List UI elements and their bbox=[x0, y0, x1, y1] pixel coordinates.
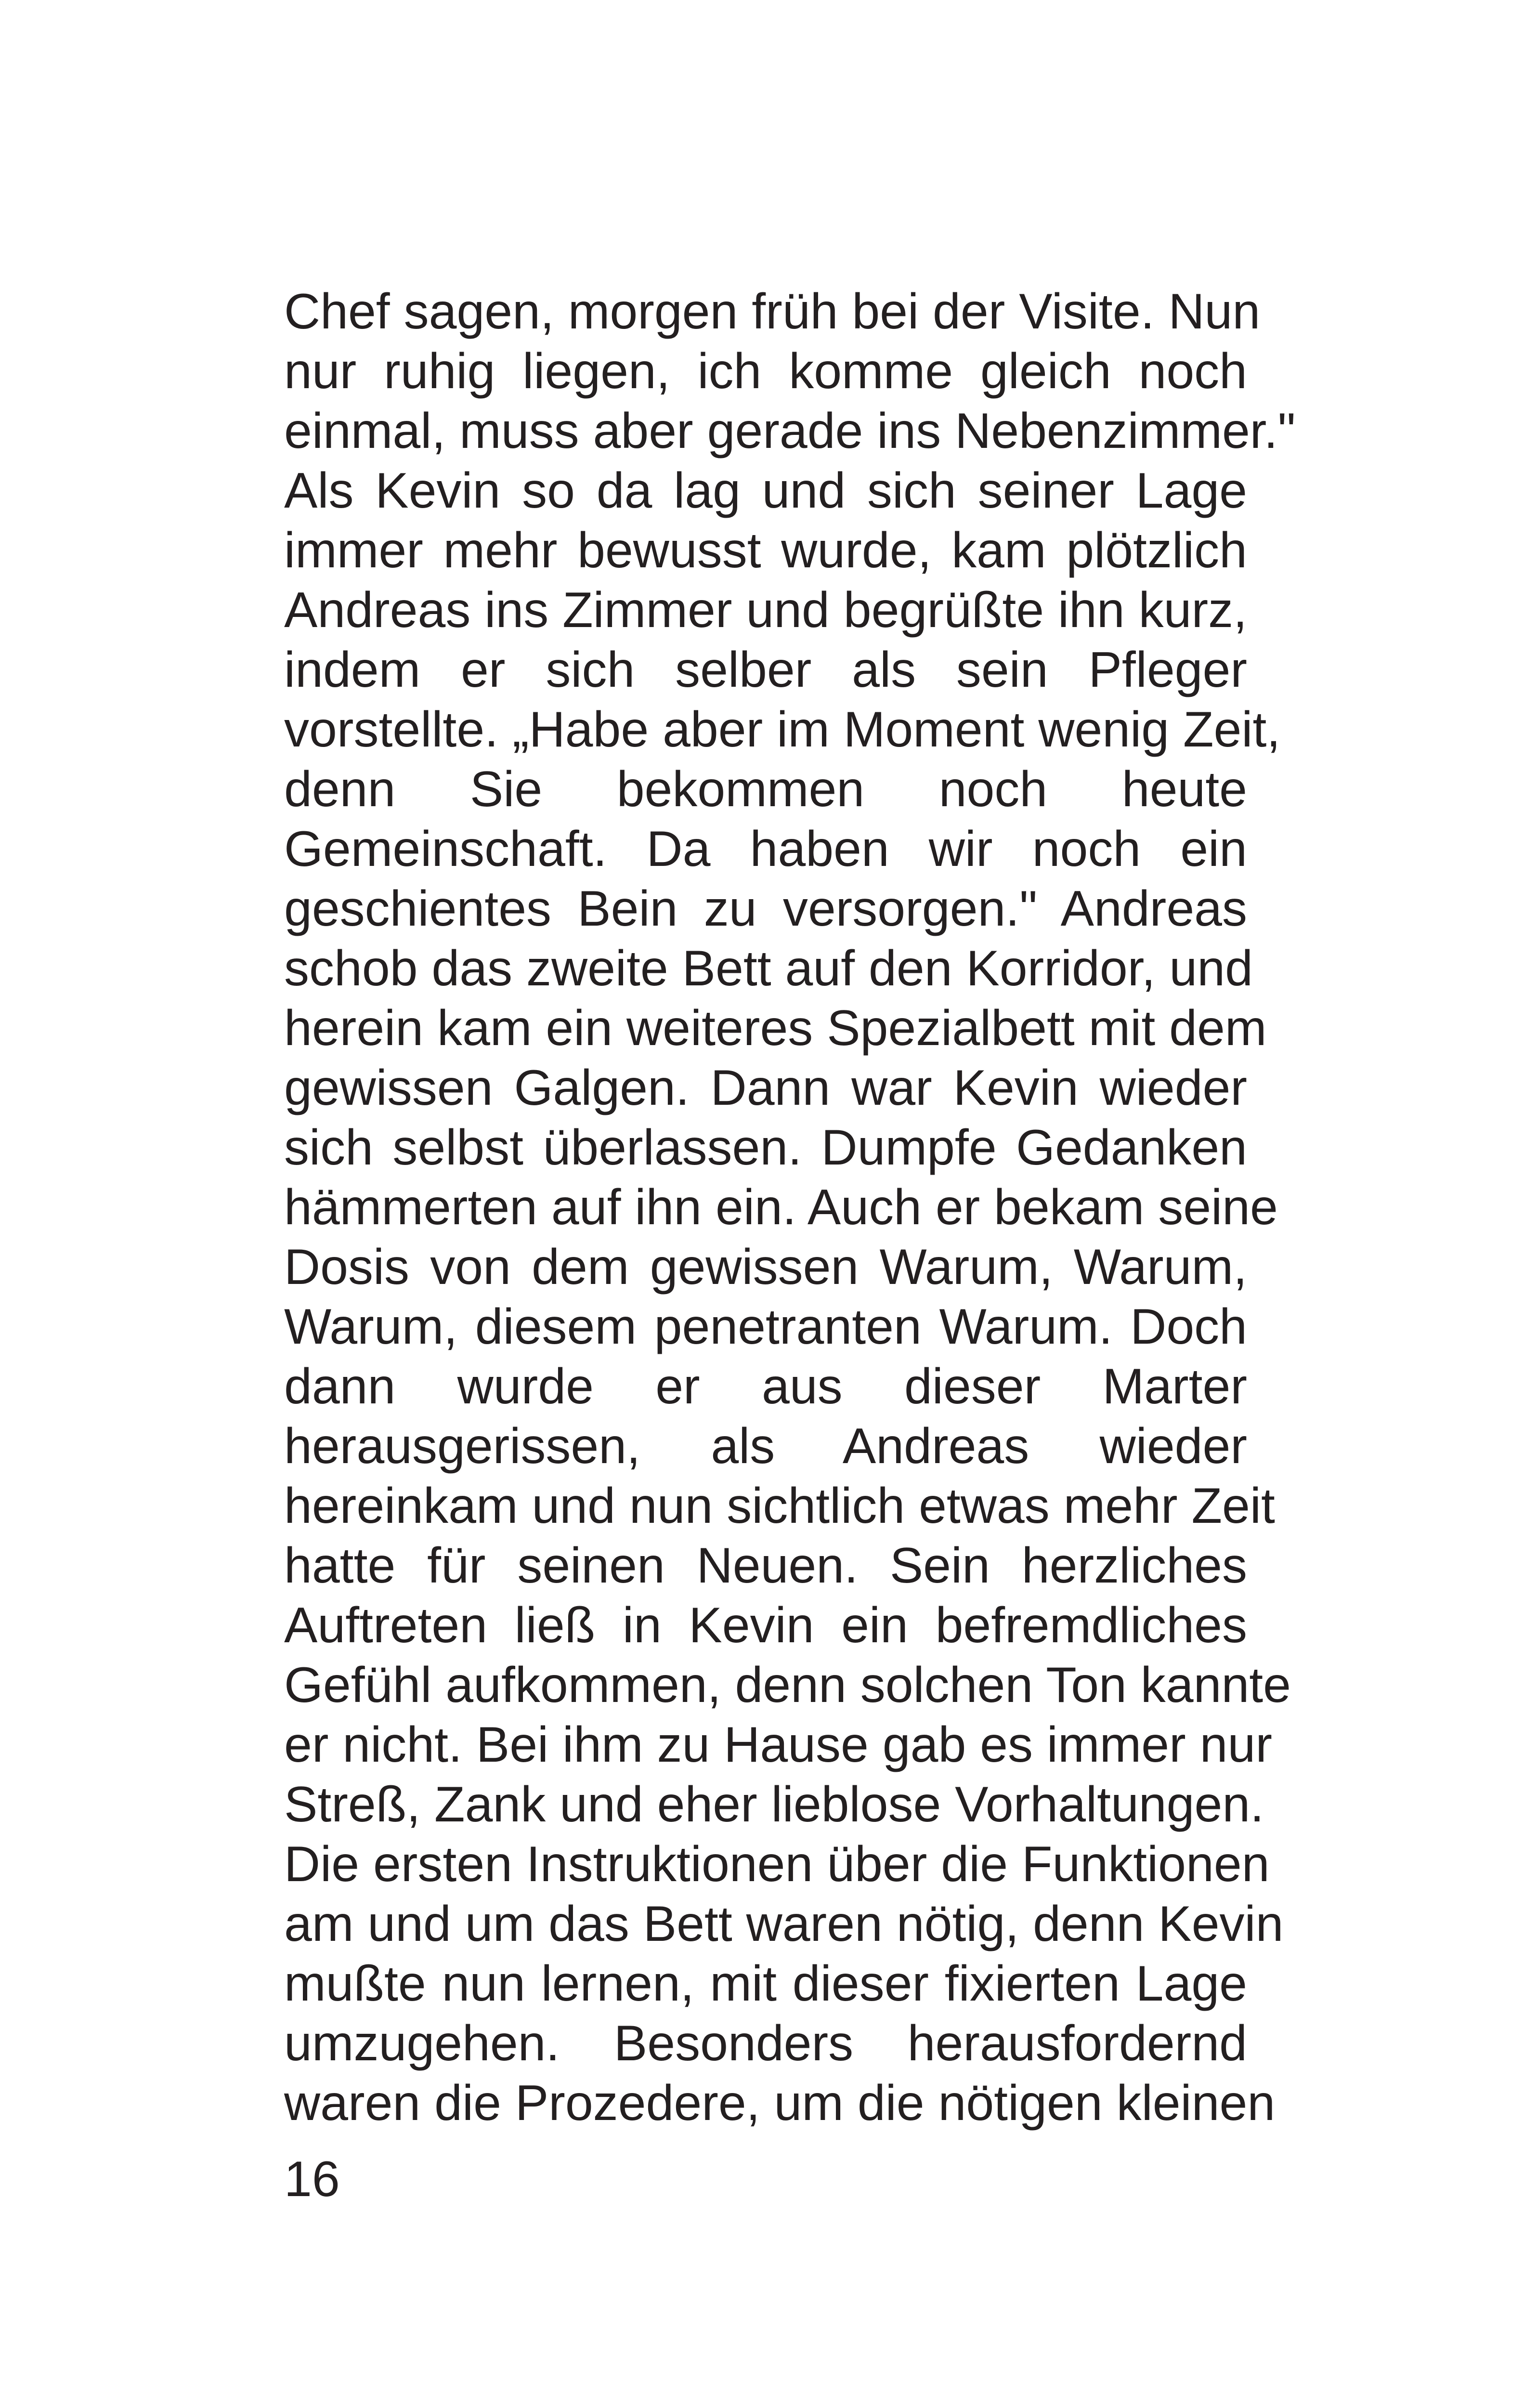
text-line: immer mehr bewusst wurde, kam plötzlich bbox=[284, 523, 1247, 578]
text-line: Gefühl aufkommen, denn solchen Ton kannte bbox=[284, 1657, 1291, 1713]
text-line: Chef sagen, morgen früh bei der Visite. Nun bbox=[284, 284, 1261, 340]
body-text bbox=[284, 282, 1296, 2133]
text-line: Gemeinschaft. Da haben wir noch ein bbox=[284, 821, 1247, 877]
text-line: geschientes Bein zu versorgen." Andreas bbox=[284, 881, 1247, 937]
text-line: einmal, muss aber gerade ins Nebenzimmer." bbox=[284, 403, 1296, 459]
text-line: denn Sie bekommen noch heute bbox=[284, 761, 1247, 817]
text-line: umzugehen. Besonders herausfordernd bbox=[284, 2015, 1247, 2071]
text-line: Die ersten Instruktionen über die Funktionen bbox=[284, 1836, 1270, 1892]
text-line: er nicht. Bei ihm zu Hause gab es immer nur bbox=[284, 1717, 1272, 1773]
page-number: 16 bbox=[284, 2151, 340, 2207]
text-line: Andreas ins Zimmer und begrüßte ihn kurz, bbox=[284, 582, 1247, 638]
text-line: waren die Prozedere, um die nötigen kleinen bbox=[284, 2075, 1276, 2131]
text-line: mußte nun lernen, mit dieser fixierten Lage bbox=[284, 1956, 1247, 2012]
text-line: schob das zweite Bett auf den Korridor, und bbox=[284, 941, 1253, 996]
text-line: sich selbst überlassen. Dumpfe Gedanken bbox=[284, 1120, 1247, 1176]
text-line: herein kam ein weiteres Spezialbett mit dem bbox=[284, 1000, 1267, 1056]
text-line: Streß, Zank und eher lieblose Vorhaltungen. bbox=[284, 1777, 1264, 1832]
text-line: am und um das Bett waren nötig, denn Kevin bbox=[284, 1896, 1284, 1952]
text-line: hämmerten auf ihn ein. Auch er bekam seine bbox=[284, 1179, 1278, 1235]
text-line: Dosis von dem gewissen Warum, Warum, bbox=[284, 1239, 1247, 1295]
text-line: hatte für seinen Neuen. Sein herzliches bbox=[284, 1538, 1247, 1594]
text-line: Auftreten ließ in Kevin ein befremdliches bbox=[284, 1597, 1247, 1653]
text-line: Als Kevin so da lag und sich seiner Lage bbox=[284, 463, 1247, 519]
text-line: gewissen Galgen. Dann war Kevin wieder bbox=[284, 1060, 1247, 1116]
text-line: herausgerissen, als Andreas wieder bbox=[284, 1418, 1247, 1474]
text-line: Warum, diesem penetranten Warum. Doch bbox=[284, 1299, 1247, 1355]
text-line: vorstellte. „Habe aber im Moment wenig Zeit, bbox=[284, 702, 1281, 758]
text-line: dann wurde er aus dieser Marter bbox=[284, 1359, 1247, 1414]
text-line: indem er sich selber als sein Pfleger bbox=[284, 642, 1247, 698]
text-line: nur ruhig liegen, ich komme gleich noch bbox=[284, 343, 1247, 399]
text-line: hereinkam und nun sichtlich etwas mehr Zeit bbox=[284, 1478, 1275, 1534]
